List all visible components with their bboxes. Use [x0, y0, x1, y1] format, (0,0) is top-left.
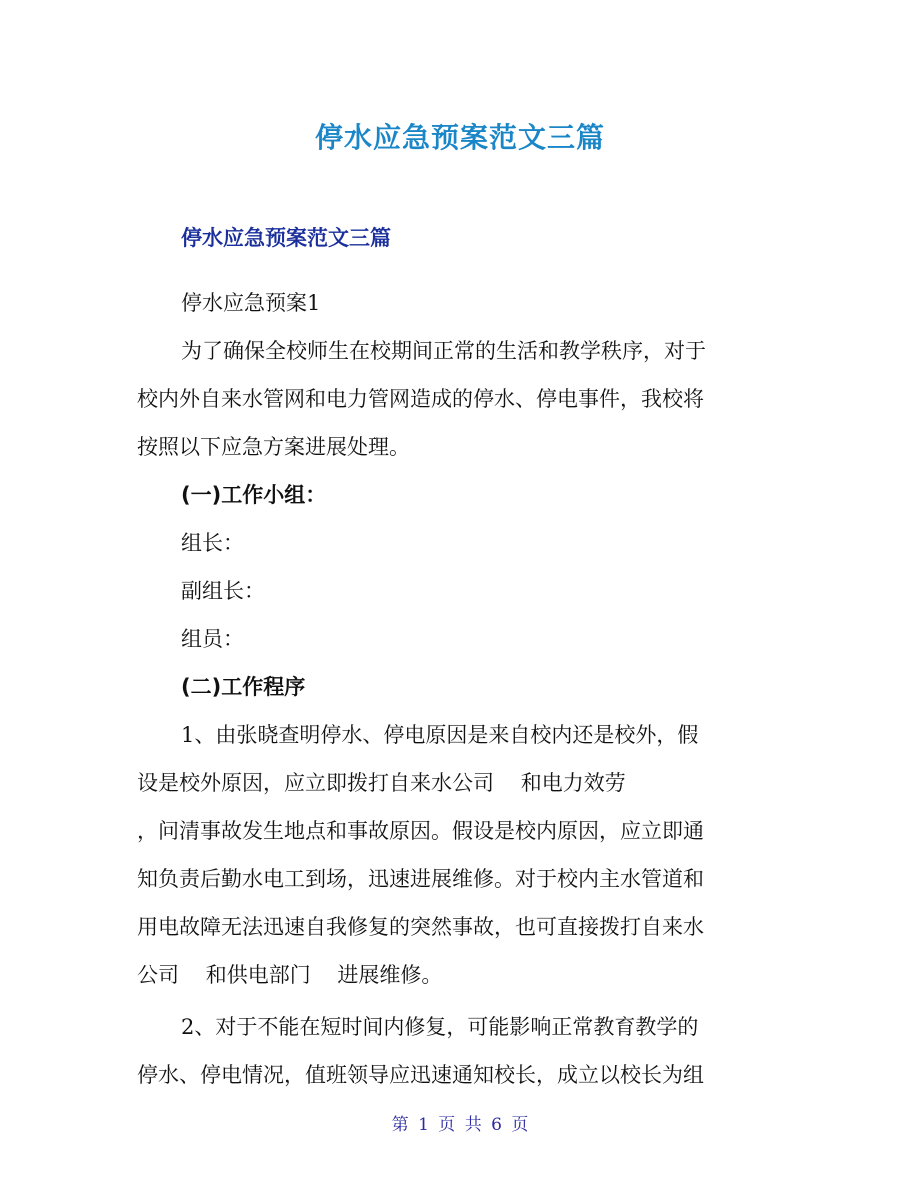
- document-title: 停水应急预案范文三篇: [314, 121, 605, 154]
- paragraph-line: 停水、停电情况，值班领导应迅速通知校长，成立以校长为组: [137, 1063, 704, 1087]
- paragraph-line: 知负责后勤水电工到场，迅速进展维修。对于校内主水管道和: [137, 867, 704, 891]
- page-indicator: 第 1 页 共 6 页: [391, 1115, 529, 1135]
- paragraph-line: 校内外自来水管网和电力管网造成的停水、停电事件，我校将: [137, 387, 704, 411]
- paragraph-line: 组员：: [181, 627, 244, 651]
- document-body: [137, 279, 787, 1099]
- paragraph-line: 公司 和供电部门 进展维修。: [137, 963, 443, 987]
- paragraph-line: 2、对于不能在短时间内修复，可能影响正常教育教学的: [181, 1015, 699, 1039]
- section-heading: (一)工作小组：: [181, 483, 327, 507]
- paragraph-line: 停水应急预案1: [181, 291, 321, 315]
- paragraph-line: 副组长：: [181, 579, 265, 603]
- paragraph-line: ，问清事故发生地点和事故原因。假设是校内原因，应立即通: [137, 819, 704, 843]
- section-heading: (二)工作程序: [181, 675, 306, 699]
- paragraph-line: 用电故障无法迅速自我修复的突然事故，也可直接拨打自来水: [137, 915, 704, 939]
- paragraph-line: 组长：: [181, 531, 244, 555]
- document-subtitle: 停水应急预案范文三篇: [181, 226, 391, 250]
- paragraph-line: 设是校外原因，应立即拨打自来水公司 和电力效劳: [137, 771, 626, 795]
- paragraph-line: 按照以下应急方案进展处理。: [137, 435, 410, 459]
- paragraph-line: 1、由张晓查明停水、停电原因是来自校内还是校外，假: [181, 723, 699, 747]
- paragraph-line: 为了确保全校师生在校期间正常的生活和教学秩序，对于: [181, 339, 706, 363]
